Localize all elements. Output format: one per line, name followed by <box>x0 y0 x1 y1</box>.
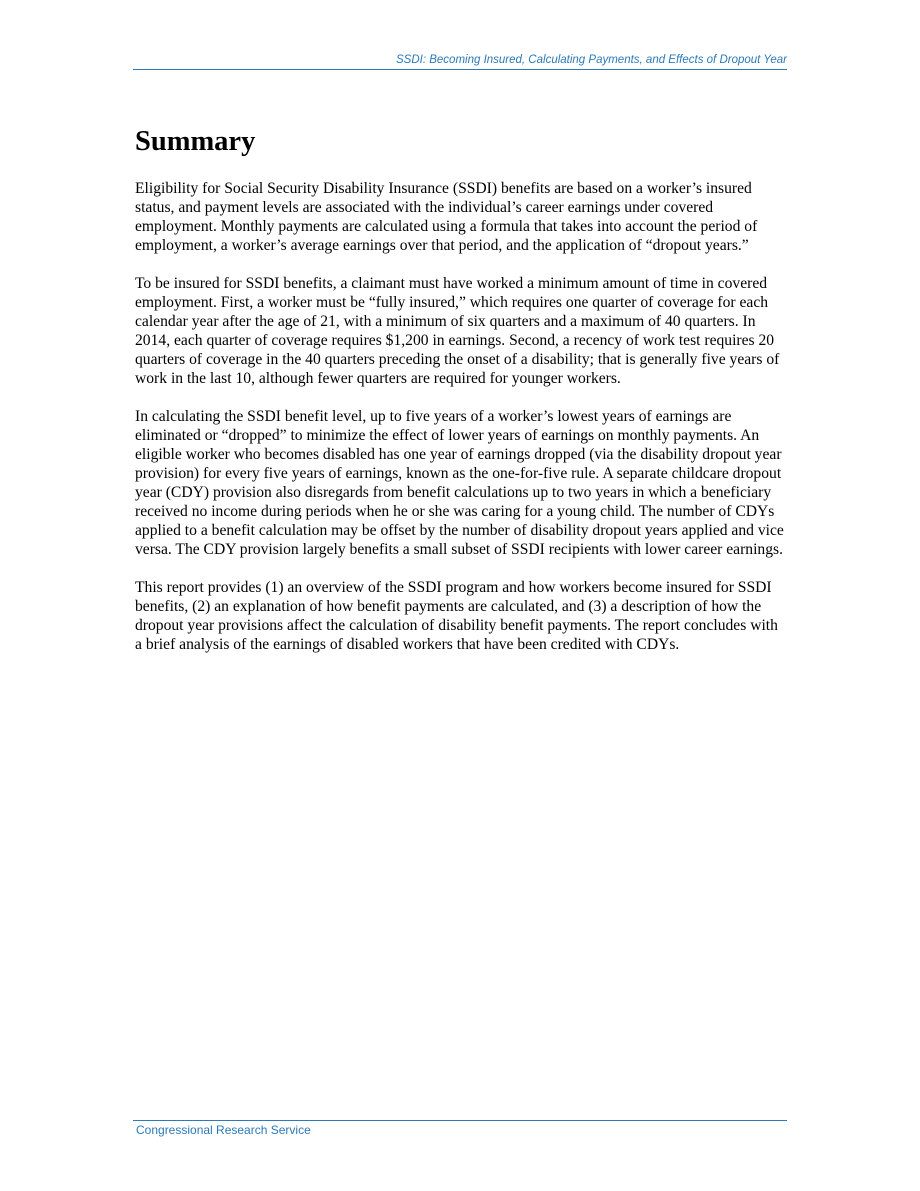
running-title: SSDI: Becoming Insured, Calculating Payments, and Effects of Dropout Year <box>396 54 787 66</box>
summary-section <box>135 124 787 654</box>
summary-paragraph-1: Eligibility for Social Security Disability Insurance (SSDI) benefits are based on a worker’s insured status, and payment levels are associated with the individual’s career earnings under covered employment. Monthly payments are calculated using a formula that takes into account the period of employment, a worker’s average earnings over that period, and the application of “dropout years.” <box>135 180 758 254</box>
page-footer <box>133 1120 787 1137</box>
page-title: Summary <box>135 126 256 157</box>
summary-paragraph-4: This report provides (1) an overview of the SSDI program and how workers become insured for SSDI benefits, (2) an explanation of how benefit payments are calculated, and (3) a description of how the dropout year provisions affect the calculation of disability benefit payments. The report concludes with a brief analysis of the earnings of disabled workers that have been credited with CDYs. <box>135 579 778 653</box>
summary-paragraph-2: To be insured for SSDI benefits, a claimant must have worked a minimum amount of time in covered employment. First, a worker must be “fully insured,” which requires one quarter of coverage for each calendar year after the age of 21, with a minimum of six quarters and a maximum of 40 quarters. In 2014, each quarter of coverage requires $1,200 in earnings. Second, a recency of work test requires 20 quarters of coverage in the 40 quarters preceding the onset of a disability; that is generally five years of work in the last 10, although fewer quarters are required for younger workers. <box>135 275 780 387</box>
page-header <box>133 53 787 70</box>
summary-paragraph-3: In calculating the SSDI benefit level, up to five years of a worker’s lowest years of earnings are eliminated or “dropped” to minimize the effect of lower years of earnings on monthly payments. An eligible worker who becomes disabled has one year of earnings dropped (via the disability dropout year provision) for every five years of earnings, known as the one-for-five rule. A separate childcare dropout year (CDY) provision also disregards from benefit calculations up to two years in which a beneficiary received no income during periods when he or she was caring for a young child. The number of CDYs applied to a benefit calculation may be offset by the number of disability dropout years applied and vice versa. The CDY provision largely benefits a small subset of SSDI recipients with lower career earnings. <box>135 408 784 558</box>
footer-organization: Congressional Research Service <box>136 1123 311 1137</box>
